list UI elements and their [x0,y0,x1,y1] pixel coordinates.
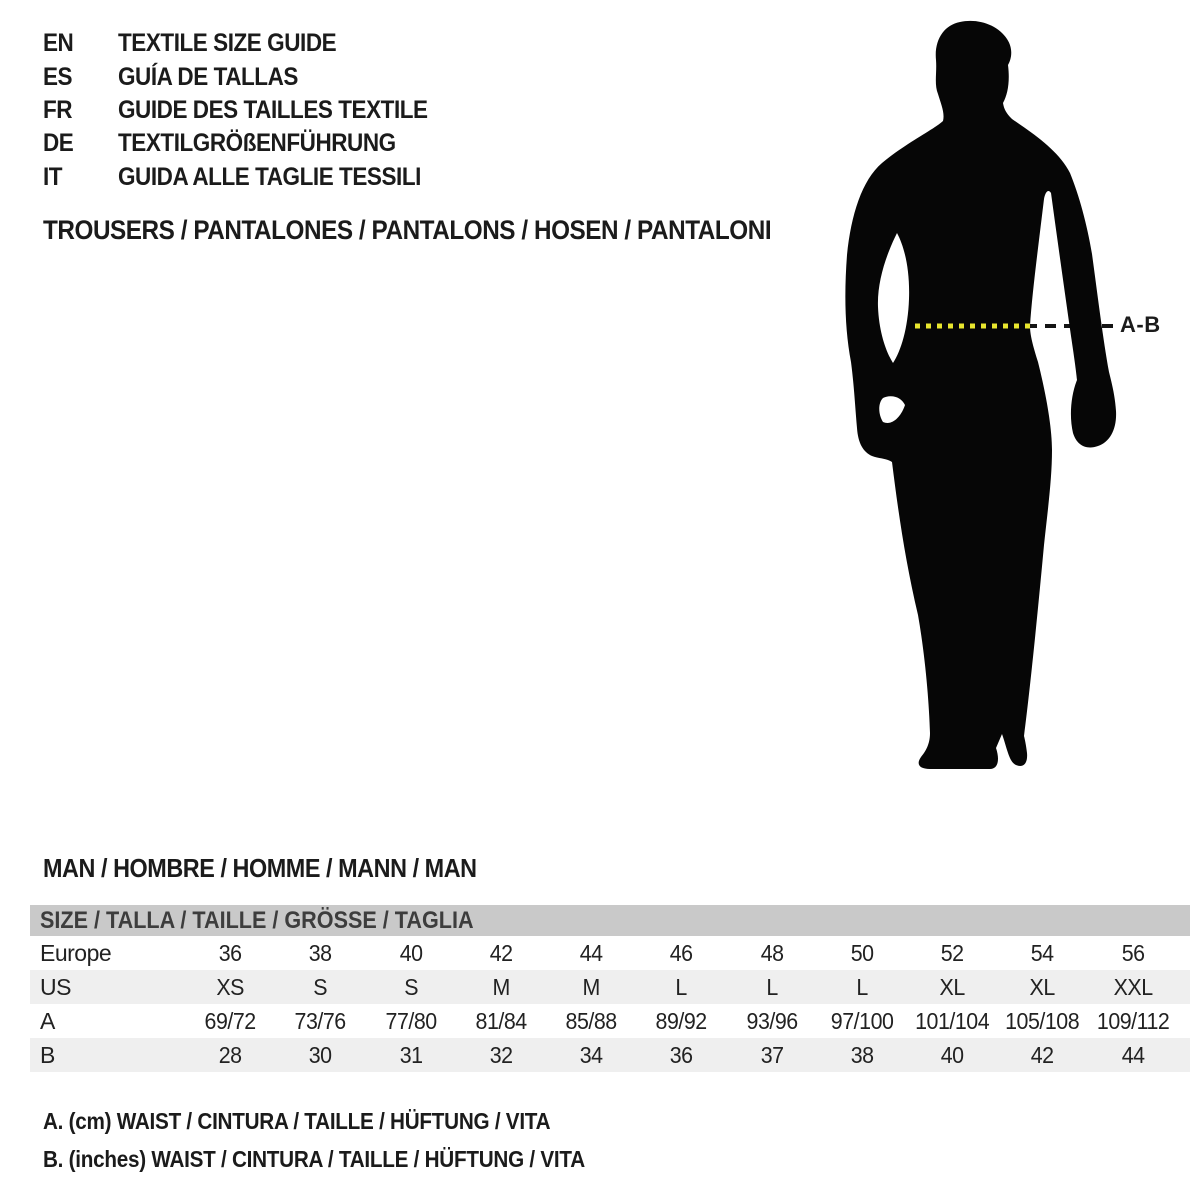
row-label: Europe [40,939,112,966]
footnote-b [43,1146,645,1173]
size-table-header-text: SIZE / TALLA / TAILLE / GRÖSSE / TAGLIA [40,907,474,934]
table-row-europe [30,936,1190,970]
table-cell: 30 [308,1041,332,1068]
table-cell: 36 [670,1041,693,1068]
section-title-man-text: MAN / HOMBRE / HOMME / MANN / MAN [43,853,477,883]
table-cell: S [313,973,328,1000]
table-cell: XL [1029,973,1056,1000]
row-label: US [40,973,71,1000]
table-cell: M [492,973,510,1000]
section-title-man [43,853,525,884]
footnote-b-text: B. (inches) WAIST / CINTURA / TAILLE / HÜFTUNG / VITA [43,1146,585,1172]
man-silhouette-path [845,21,1116,769]
language-guide-list [43,27,462,194]
table-cell: 69/72 [204,1007,256,1034]
category-title [43,215,852,246]
language-code: IT [43,162,63,191]
table-cell: 40 [399,939,423,966]
table-cell: M [582,973,600,1000]
table-row-a-cm [30,1004,1190,1038]
table-cell: L [766,973,778,1000]
table-cell: XXL [1113,973,1153,1000]
table-cell: 56 [1121,939,1145,966]
table-cell: 37 [760,1041,784,1068]
table-cell: 54 [1031,939,1054,966]
table-cell: 89/92 [655,1007,708,1034]
language-row [43,127,462,160]
language-label: TEXTILE SIZE GUIDE [118,29,337,58]
table-cell: 40 [940,1041,964,1068]
language-label: GUIDE DES TAILLES TEXTILE [118,95,428,124]
table-cell: 81/84 [475,1007,527,1034]
table-cell: 85/88 [565,1007,617,1034]
language-label: GUÍA DE TALLAS [118,62,298,91]
table-cell: 46 [670,939,693,966]
table-cell: 97/100 [830,1007,894,1034]
language-code: ES [43,62,73,91]
man-silhouette [830,0,1200,800]
table-cell: 105/108 [1005,1007,1080,1034]
table-cell: 36 [218,939,242,966]
table-cell: 42 [1031,1041,1054,1068]
table-cell: 44 [579,939,603,966]
table-cell: 34 [579,1041,603,1068]
size-table-header [30,905,1190,936]
table-row-b-inches [30,1038,1190,1072]
language-label: GUIDA ALLE TAGLIE TESSILI [118,162,421,191]
row-label: A [40,1007,55,1034]
table-cell: 32 [489,1041,513,1068]
language-row [43,94,462,127]
table-cell: XL [939,973,965,1000]
table-cell: 77/80 [385,1007,437,1034]
language-row [43,161,462,194]
waist-measure-label: A-B [1120,312,1161,337]
language-label: TEXTILGRÖßENFÜHRUNG [118,129,396,158]
table-cell: 52 [940,939,964,966]
table-cell: L [856,973,868,1000]
language-code: DE [43,129,74,158]
table-cell: 38 [308,939,332,966]
table-cell: 101/104 [915,1007,990,1034]
table-cell: 42 [489,939,513,966]
language-code: EN [43,29,74,58]
language-row [43,27,462,60]
language-code: FR [43,95,73,124]
footnote-a-text: A. (cm) WAIST / CINTURA / TAILLE / HÜFTUNG / VITA [43,1108,551,1134]
size-table [30,905,1190,1072]
table-cell: 28 [218,1041,242,1068]
table-cell: S [403,973,418,1000]
footnote-a [43,1108,607,1135]
table-cell: 38 [850,1041,874,1068]
table-cell: 50 [850,939,874,966]
table-cell: L [675,973,688,1000]
table-cell: 31 [399,1041,423,1068]
row-label: B [40,1041,55,1068]
table-cell: 109/112 [1096,1007,1170,1034]
table-cell: 73/76 [294,1007,346,1034]
table-cell: 44 [1121,1041,1145,1068]
table-cell: XS [216,973,244,1000]
category-title-text: TROUSERS / PANTALONES / PANTALONS / HOSEN / PANTALONI [43,215,772,245]
table-cell: 48 [760,939,784,966]
table-cell: 93/96 [746,1007,798,1034]
table-row-us [30,970,1190,1004]
language-row [43,60,462,93]
